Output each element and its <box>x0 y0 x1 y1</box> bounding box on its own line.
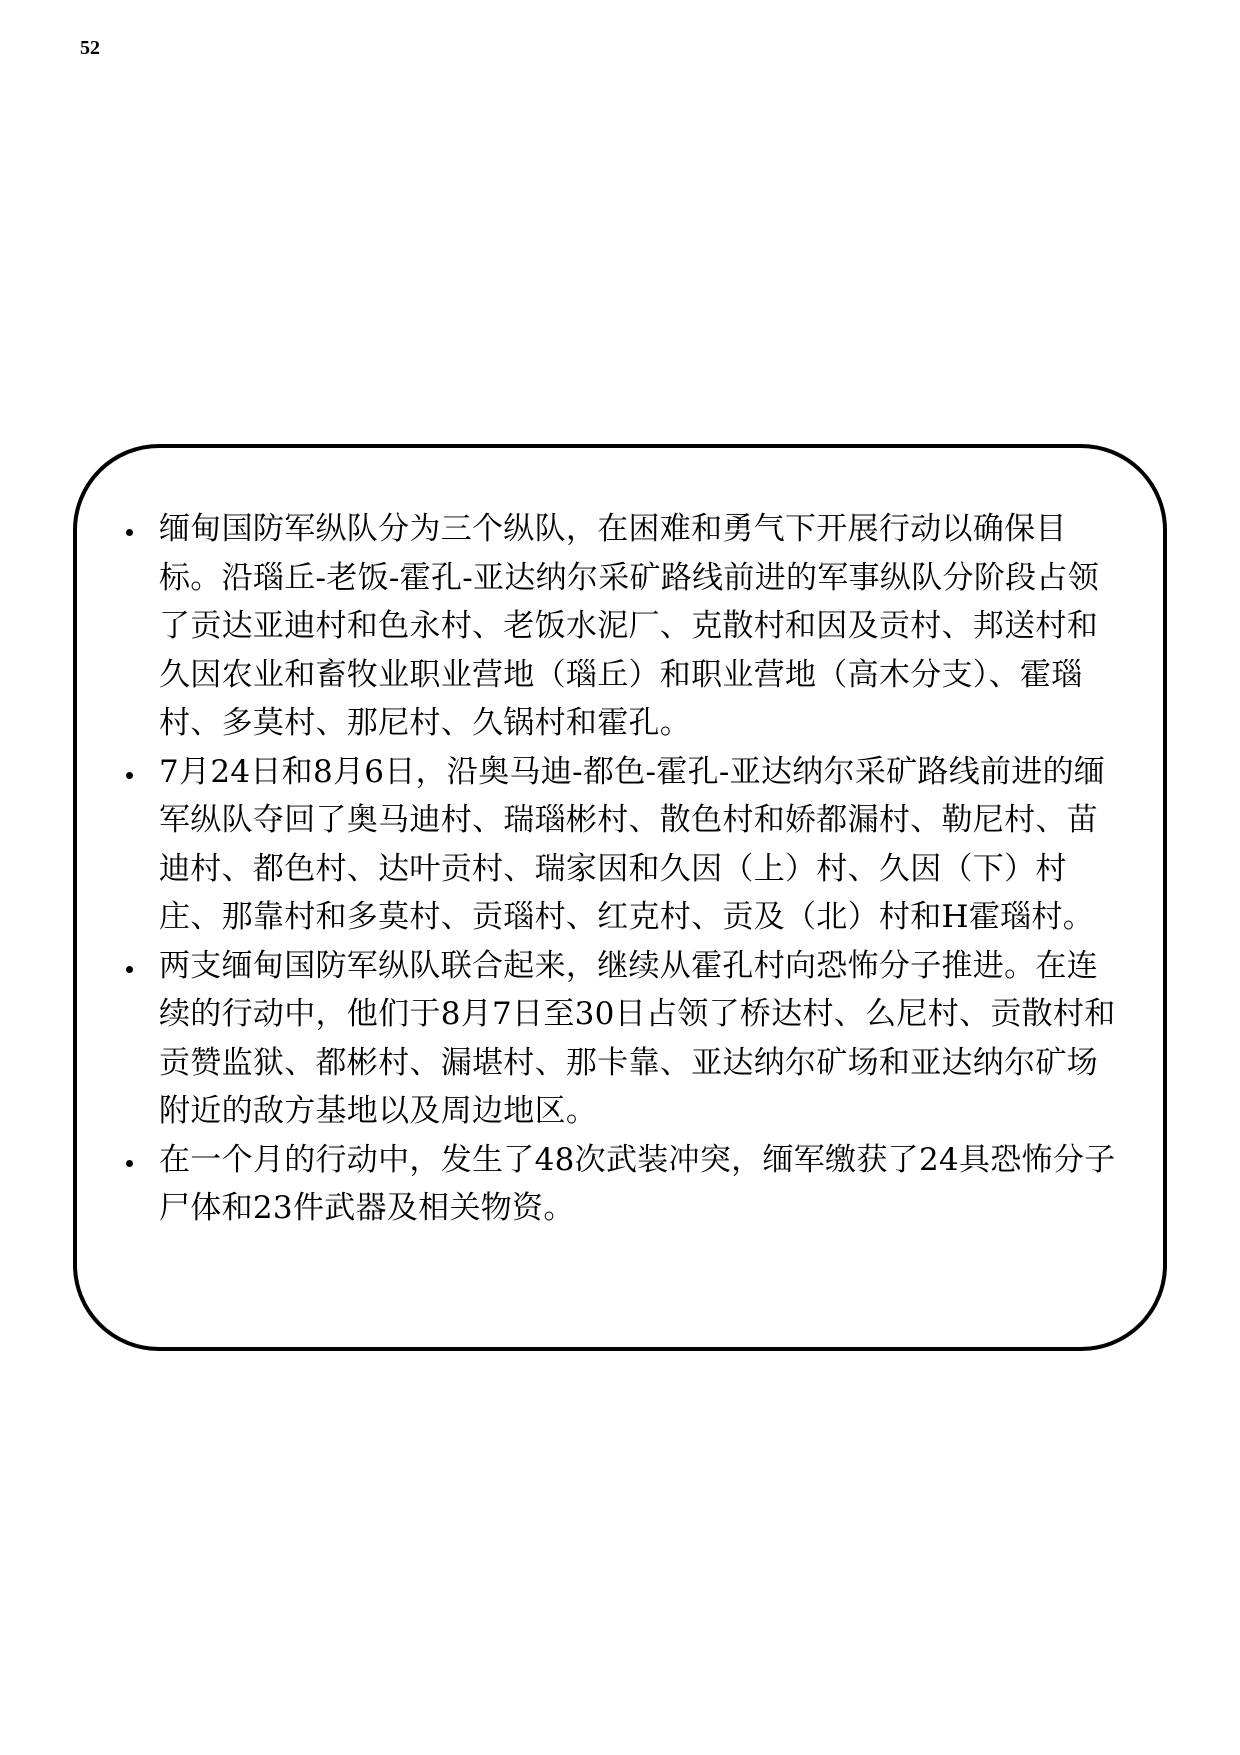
bullet-item <box>117 1136 1119 1233</box>
bullet-dot-icon <box>126 772 133 779</box>
bullet-text: 7月24日和8月6日，沿奥马迪-都色-霍孔-亚达纳尔采矿路线前进的缅军纵队夺回了奥马迪村、瑞瑙彬村、散色村和娇都漏村、勒尼村、苗迪村、都色村、达叶贡村、瑞家因和久因（上）村、久因（下）村庄、那靠村和多莫村、贡瑙村、红克村、贡及（北）村和H霍瑙村。 <box>159 753 1106 935</box>
bullet-text: 缅甸国防军纵队分为三个纵队，在困难和勇气下开展行动以确保目标。沿瑙丘-老饭-霍孔-亚达纳尔采矿路线前进的军事纵队分阶段占领了贡达亚迪村和色永村、老饭水泥厂、克散村和因及贡村、邦送村和久因农业和畜牧业职业营地（瑙丘）和职业营地（高木分支）、霍瑙村、多莫村、那尼村、久锅村和霍孔。 <box>159 511 1100 741</box>
bullet-item <box>117 505 1119 748</box>
bullet-dot-icon <box>126 529 133 536</box>
bullet-item <box>117 942 1119 1136</box>
callout-box <box>73 444 1167 1351</box>
bullet-list <box>117 505 1119 1233</box>
bullet-text: 在一个月的行动中，发生了48次武装冲突，缅军缴获了24具恐怖分子尸体和23件武器及相关物资。 <box>159 1141 1116 1226</box>
bullet-text: 两支缅甸国防军纵队联合起来，继续从霍孔村向恐怖分子推进。在连续的行动中，他们于8月7日至30日占领了桥达村、么尼村、贡散村和贡赞监狱、都彬村、漏堪村、那卡靠、亚达纳尔矿场和亚达纳尔矿场附近的敌方基地以及周边地区。 <box>159 947 1116 1129</box>
bullet-item <box>117 748 1119 942</box>
bullet-dot-icon <box>126 1160 133 1167</box>
bullet-dot-icon <box>126 966 133 973</box>
page-number: 52 <box>80 37 100 59</box>
